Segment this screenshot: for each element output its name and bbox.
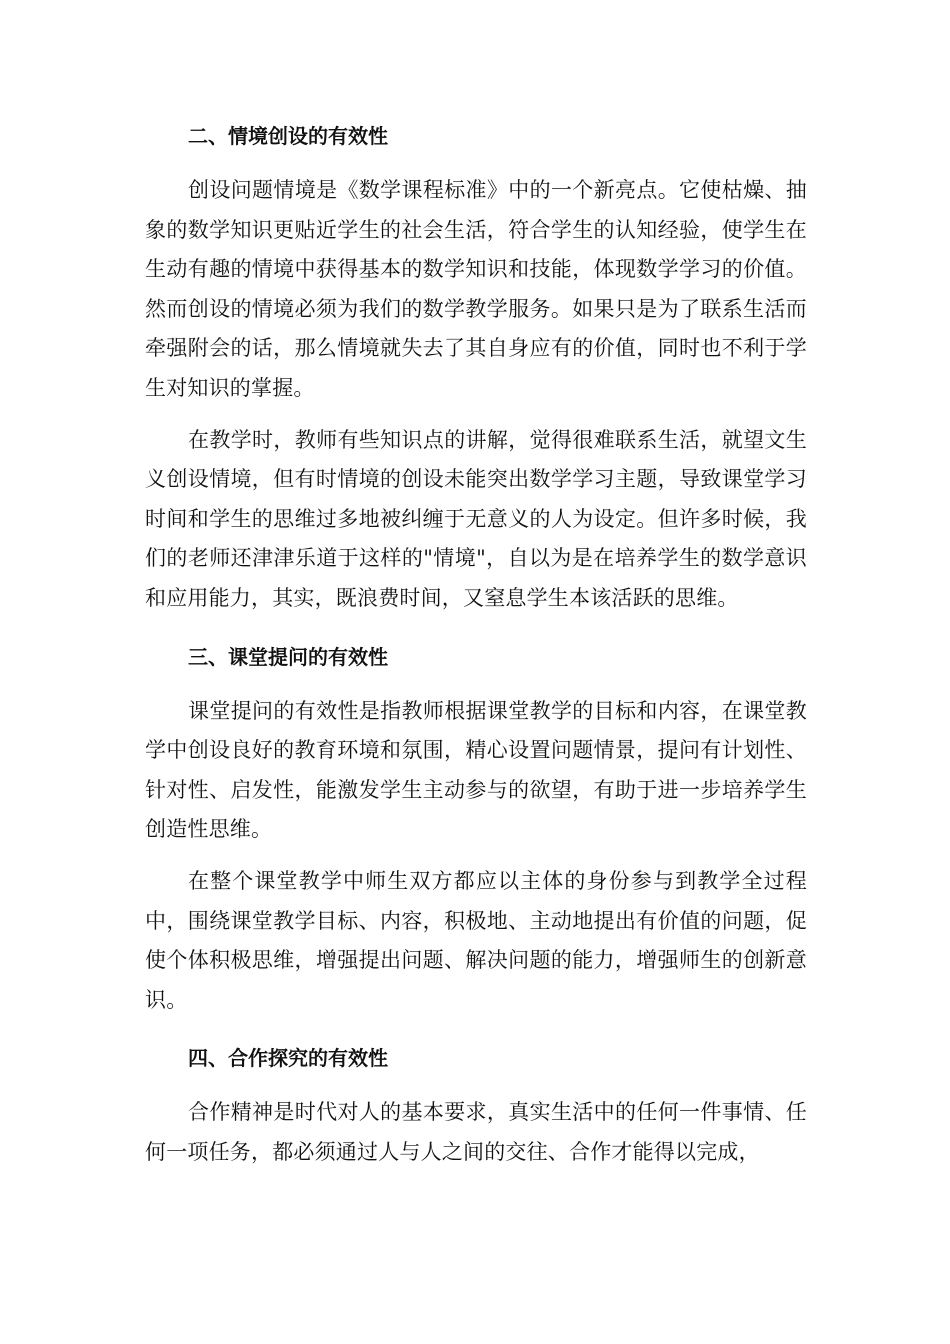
- section-heading: 四、合作探究的有效性: [188, 1046, 388, 1071]
- section-cooperative-inquiry: [145, 1032, 807, 1172]
- paragraph: 课堂提问的有效性是指教师根据课堂教学的目标和内容，在课堂教学中创设良好的教育环境和氛围，精心设置问题情景，提问有计划性、针对性、启发性，能激发学生主动参与的欲望，有助于进一步培养学生创造性思维。: [145, 698, 807, 842]
- section-classroom-questioning: [145, 631, 807, 1021]
- paragraph: 在教学时，教师有些知识点的讲解，觉得很难联系生活，就望文生义创设情境，但有时情境的创设未能突出数学学习主题，导致课堂学习时间和学生的思维过多地被纠缠于无意义的人为设定。但许多时候，我们的老师还津津乐道于这样的"情境"，自以为是在培养学生的数学意识和应用能力，其实，既浪费时间，又窒息学生本该活跃的思维。: [145, 427, 807, 610]
- section-heading: 二、情境创设的有效性: [188, 124, 388, 148]
- paragraph: 合作精神是时代对人的基本要求，真实生活中的任何一件事情、任何一项任务，都必须通过人与人之间的交往、合作才能得以完成，: [145, 1100, 807, 1164]
- paragraph: 创设问题情境是《数学课程标准》中的一个新亮点。它使枯燥、抽象的数学知识更贴近学生的社会生活，符合学生的认知经验，使学生在生动有趣的情境中获得基本的数学知识和技能，体现数学学习的价值。然而创设的情境必须为我们的数学教学服务。如果只是为了联系生活而牵强附会的话，那么情境就失去了其自身应有的价值，同时也不利于学生对知识的掌握。: [145, 178, 807, 400]
- section-heading: 三、课堂提问的有效性: [188, 644, 388, 669]
- paragraph: 在整个课堂教学中师生双方都应以主体的身份参与到教学全过程中，围绕课堂教学目标、内容，积极地、主动地提出有价值的问题，促使个体积极思维，增强提出问题、解决问题的能力，增强师生的创新意识。: [145, 868, 807, 1012]
- document-page: [145, 110, 807, 1184]
- section-situation-creation: [145, 110, 807, 619]
